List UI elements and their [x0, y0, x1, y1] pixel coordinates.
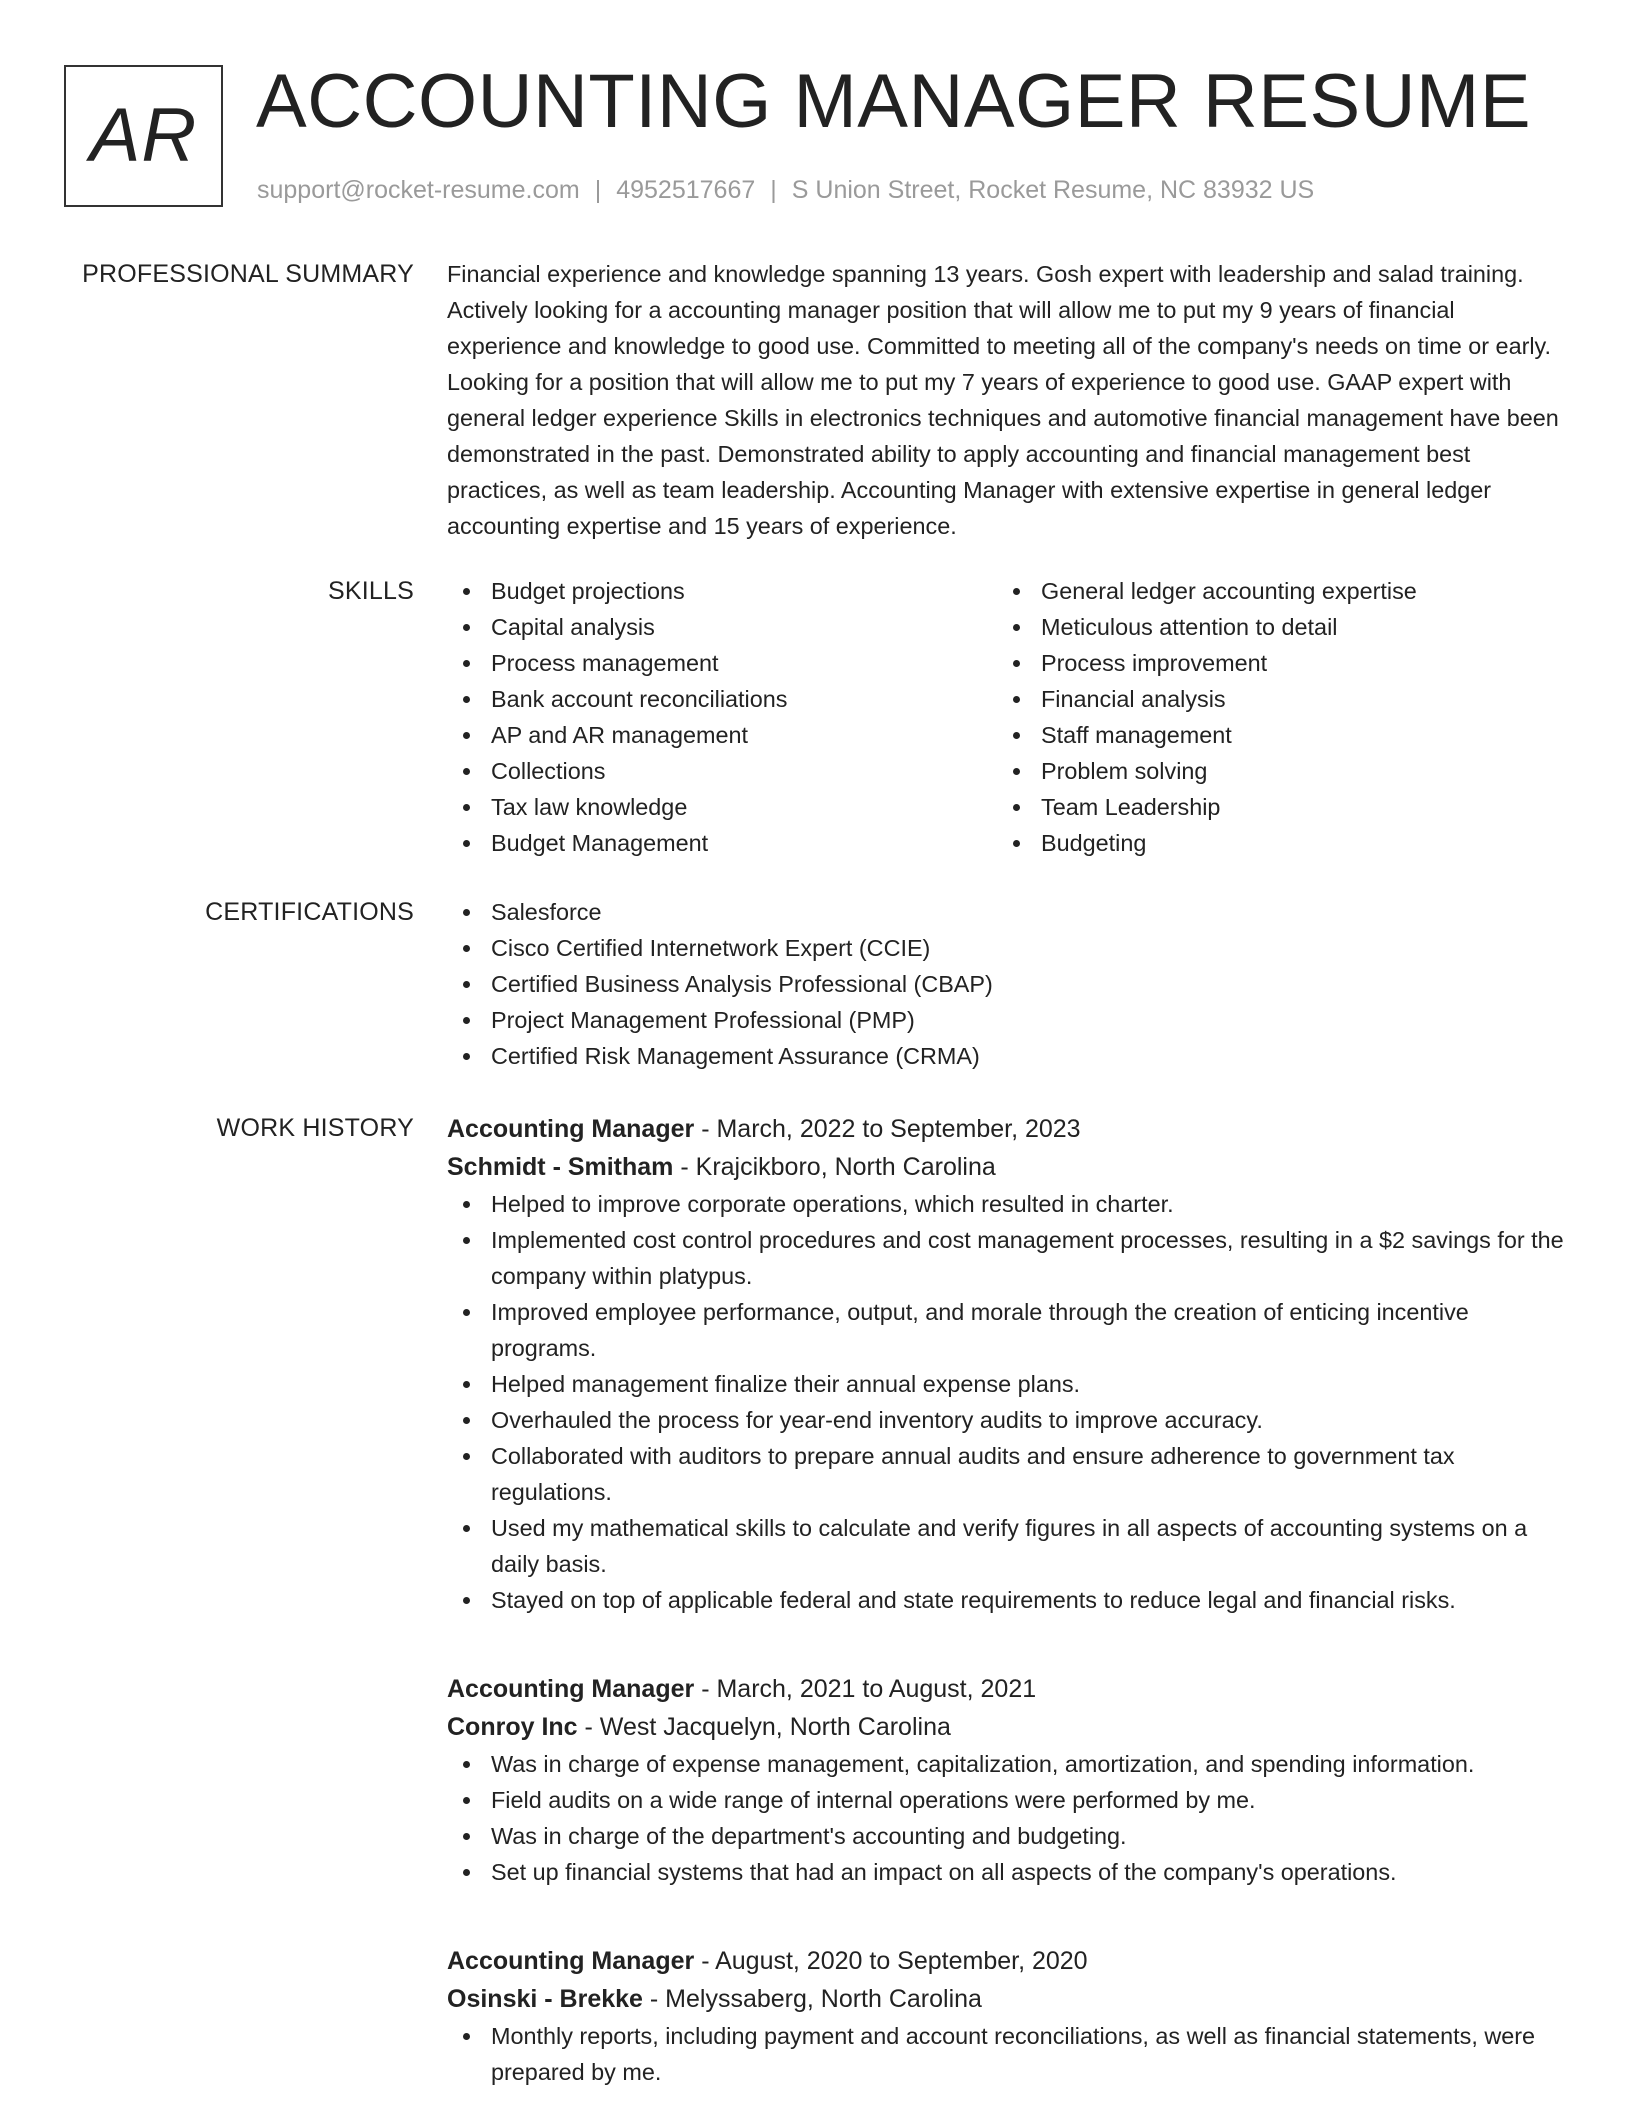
- job-entry: [447, 1942, 1567, 2090]
- certification-item: Project Management Professional (PMP): [447, 1002, 1567, 1038]
- job-duties-list: [447, 1186, 1567, 1618]
- job-company: Osinski - Brekke: [447, 1985, 643, 2013]
- job-duty: Implemented cost control procedures and cost management processes, resulting in a $2 savings for the company within platypus.: [447, 1222, 1567, 1294]
- job-company: Schmidt - Smitham: [447, 1153, 674, 1181]
- job-duty: Field audits on a wide range of internal operations were performed by me.: [447, 1782, 1567, 1818]
- contact-separator: |: [770, 176, 777, 204]
- certifications-section: [447, 894, 1567, 1074]
- summary-text: Financial experience and knowledge spanning 13 years. Gosh expert with leadership and salad training. Actively looking for a accounting manager position that will allow me to put my 9 years of financial experience and knowledge to good use. Committed to meeting all of the company's needs on time or early. Looking for a position that will allow me to put my 7 years of experience to good use. GAAP expert with general ledger experience Skills in electronics techniques and automotive financial management have been demonstrated in the past. Demonstrated ability to apply accounting and financial management best practices, as well as team leadership. Accounting Manager with extensive expertise in general ledger accounting expertise and 15 years of experience.: [447, 261, 1559, 539]
- job-dates: - March, 2022 to September, 2023: [694, 1115, 1081, 1143]
- skill-item: Staff management: [997, 717, 1547, 753]
- contact-address: S Union Street, Rocket Resume, NC 83932 US: [791, 176, 1315, 204]
- job-duty: Overhauled the process for year-end inventory audits to improve accuracy.: [447, 1402, 1567, 1438]
- job-location: - Krajcikboro, North Carolina: [673, 1153, 996, 1181]
- skill-item: Team Leadership: [997, 789, 1547, 825]
- contact-line: [257, 174, 1314, 206]
- skills-label: SKILLS: [328, 577, 414, 605]
- skill-item: Capital analysis: [447, 609, 997, 645]
- skill-item: Collections: [447, 753, 997, 789]
- job-company-line: [447, 1980, 1567, 2018]
- job-title-line: [447, 1670, 1567, 1708]
- work-history-label: WORK HISTORY: [216, 1114, 414, 1142]
- skill-item: Budget Management: [447, 825, 997, 861]
- summary-label: PROFESSIONAL SUMMARY: [82, 260, 414, 288]
- job-duties-list: [447, 1746, 1567, 1890]
- skill-item: Process management: [447, 645, 997, 681]
- skill-item: AP and AR management: [447, 717, 997, 753]
- job-company-line: [447, 1148, 1567, 1186]
- skill-item: Meticulous attention to detail: [997, 609, 1547, 645]
- job-title: Accounting Manager: [447, 1947, 695, 1975]
- skills-section: [447, 573, 1567, 861]
- job-company: Conroy Inc: [447, 1713, 578, 1741]
- contact-separator: |: [594, 176, 602, 204]
- job-entry: [447, 1670, 1567, 1890]
- job-dates: - August, 2020 to September, 2020: [694, 1947, 1088, 1975]
- skill-item: Bank account reconciliations: [447, 681, 997, 717]
- job-duty: Stayed on top of applicable federal and state requirements to reduce legal and financial risks.: [447, 1582, 1567, 1618]
- contact-phone: 4952517667: [616, 176, 756, 204]
- job-title: Accounting Manager: [447, 1675, 695, 1703]
- skills-list-left: [447, 573, 997, 861]
- certification-item: Salesforce: [447, 894, 1567, 930]
- job-duty: Was in charge of the department's accounting and budgeting.: [447, 1818, 1567, 1854]
- certification-item: Cisco Certified Internetwork Expert (CCIE): [447, 930, 1567, 966]
- job-company-line: [447, 1708, 1567, 1746]
- skill-item: Process improvement: [997, 645, 1547, 681]
- skill-item: Budget projections: [447, 573, 997, 609]
- monogram-initials: AR: [89, 93, 198, 178]
- skill-item: Problem solving: [997, 753, 1547, 789]
- job-entry: [447, 1110, 1567, 1618]
- job-duty: Used my mathematical skills to calculate and verify figures in all aspects of accounting systems on a daily basis.: [447, 1510, 1567, 1582]
- skill-item: Budgeting: [997, 825, 1547, 861]
- job-duty: Improved employee performance, output, and morale through the creation of enticing incentive programs.: [447, 1294, 1567, 1366]
- job-duty: Helped management finalize their annual expense plans.: [447, 1366, 1567, 1402]
- certification-item: Certified Risk Management Assurance (CRMA): [447, 1038, 1567, 1074]
- job-location: - West Jacquelyn, North Carolina: [577, 1713, 951, 1741]
- certifications-list: [447, 894, 1567, 1074]
- monogram-box: [64, 65, 223, 207]
- skills-list-right: [997, 573, 1547, 861]
- contact-email: support@rocket-resume.com: [257, 176, 580, 204]
- job-duty: Set up financial systems that had an impact on all aspects of the company's operations.: [447, 1854, 1567, 1890]
- job-dates: - March, 2021 to August, 2021: [694, 1675, 1037, 1703]
- skill-item: Financial analysis: [997, 681, 1547, 717]
- skill-item: Tax law knowledge: [447, 789, 997, 825]
- job-duty: Monthly reports, including payment and account reconciliations, as well as financial statements, were prepared by me.: [447, 2018, 1567, 2090]
- job-duties-list: [447, 2018, 1567, 2090]
- job-duty: Was in charge of expense management, capitalization, amortization, and spending information.: [447, 1746, 1567, 1782]
- skill-item: General ledger accounting expertise: [997, 573, 1547, 609]
- job-location: - Melyssaberg, North Carolina: [642, 1985, 982, 2013]
- certification-item: Certified Business Analysis Professional (CBAP): [447, 966, 1567, 1002]
- summary-section: [447, 256, 1567, 544]
- job-title: Accounting Manager: [447, 1115, 695, 1143]
- job-title-line: [447, 1110, 1567, 1148]
- job-duty: Helped to improve corporate operations, which resulted in charter.: [447, 1186, 1567, 1222]
- job-title-line: [447, 1942, 1567, 1980]
- job-duty: Collaborated with auditors to prepare annual audits and ensure adherence to government tax regulations.: [447, 1438, 1567, 1510]
- resume-title: ACCOUNTING MANAGER RESUME: [256, 59, 1532, 144]
- certifications-label: CERTIFICATIONS: [205, 898, 414, 926]
